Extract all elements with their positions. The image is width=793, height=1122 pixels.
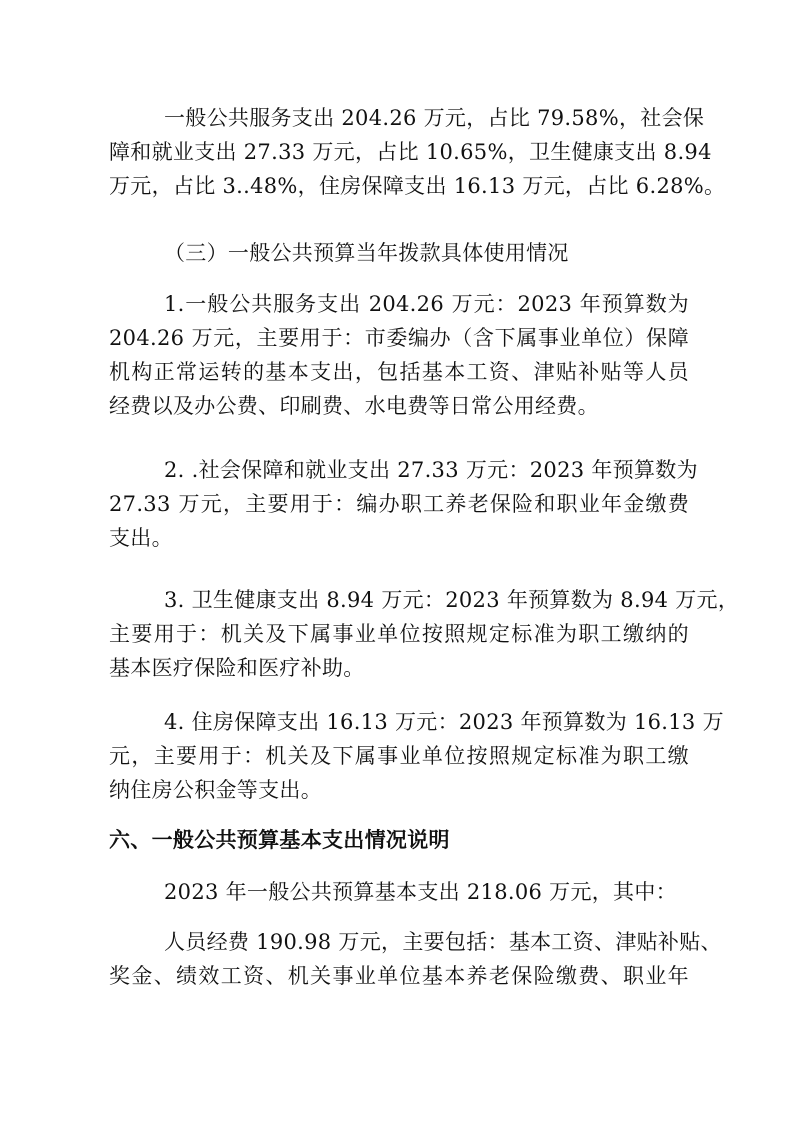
paragraph-basic-expenditure-total [109, 875, 689, 909]
paragraph-personnel-expenses [109, 925, 722, 993]
text-line: 人员经费 190.98 万元，主要包括：基本工资、津贴补贴、 [164, 930, 722, 954]
text-line: 27.33 万元，主要用于：编办职工养老保险和职业年金缴费 [109, 492, 689, 516]
section-subheading [109, 236, 689, 270]
text-line: 基本医疗保险和医疗补助。 [109, 656, 365, 680]
subheading-text: （三）一般公共预算当年拨款具体使用情况 [164, 241, 569, 265]
text-line: 4. 住房保障支出 16.13 万元：2023 年预算数为 16.13 万 [164, 710, 724, 734]
paragraph-health [109, 583, 740, 685]
text-line: 2. .社会保障和就业支出 27.33 万元：2023 年预算数为 [164, 458, 698, 482]
heading-text: 六、一般公共预算基本支出情况说明 [109, 828, 450, 852]
paragraph-housing [109, 705, 724, 807]
text-line: 经费以及办公费、印刷费、水电费等日常公用经费。 [109, 394, 599, 418]
text-line: 主要用于：机关及下属事业单位按照规定标准为职工缴纳的 [109, 622, 689, 646]
text-line: 1.一般公共服务支出 204.26 万元：2023 年预算数为 [164, 292, 689, 316]
text-line: 支出。 [109, 526, 173, 550]
text-line: 奖金、绩效工资、机关事业单位基本养老保险缴费、职业年 [109, 964, 689, 988]
text-line: 元，主要用于：机关及下属事业单位按照规定标准为职工缴 [109, 744, 689, 768]
text-line: 3. 卫生健康支出 8.94 万元：2023 年预算数为 8.94 万元， [164, 588, 740, 612]
text-line: 纳住房公积金等支出。 [109, 778, 322, 802]
section-heading [109, 823, 689, 857]
text-line: 机构正常运转的基本支出，包括基本工资、津贴补贴等人员 [109, 360, 689, 384]
paragraph-expenditure-shares [109, 101, 726, 203]
text-line: 万元，占比 3..48%，住房保障支出 16.13 万元，占比 6.28%。 [109, 174, 726, 198]
paragraph-social-security [109, 453, 698, 555]
text-line: 一般公共服务支出 204.26 万元，占比 79.58%，社会保 [164, 106, 705, 130]
text-line: 障和就业支出 27.33 万元，占比 10.65%，卫生健康支出 8.94 [109, 140, 712, 164]
text-line: 204.26 万元，主要用于：市委编办（含下属事业单位）保障 [109, 326, 689, 350]
paragraph-general-public-services [109, 287, 689, 423]
text-line: 2023 年一般公共预算基本支出 218.06 万元，其中： [164, 880, 677, 904]
